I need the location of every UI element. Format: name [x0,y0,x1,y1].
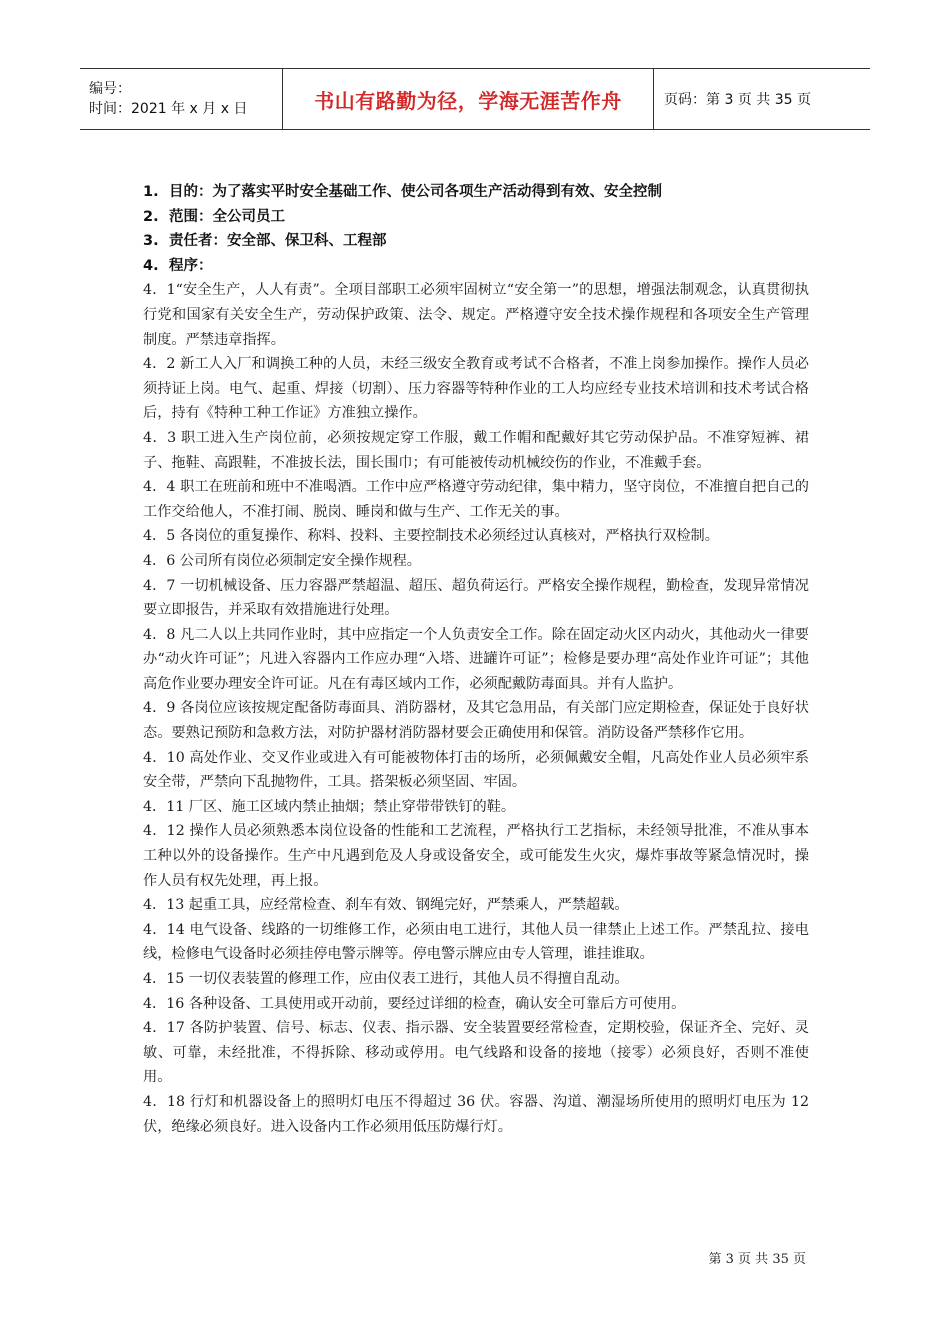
rule-paragraph: 4．3 职工进入生产岗位前，必须按规定穿工作服，戴工作帽和配戴好其它劳动保护品。不准穿短裤、裙子、拖鞋、高跟鞋，不准披长法，围长围巾；有可能被传动机械绞伤的作业，不准戴手套。 [143,429,809,471]
section-heading: 2. 范围：全公司员工 [143,208,285,225]
rule-paragraph: 4．17 各防护装置、信号、标志、仪表、指示器、安全装置要经常检查，定期校验，保证齐全、完好、灵敏、可靠，未经批准，不得拆除、移动或停用。电气线路和设备的接地（接零）必须良好，否则不准使用。 [143,1020,809,1086]
document-body [143,180,809,1139]
header-page-label: 页码：第 3 页 共 35 页 [664,92,811,108]
header-meta [80,69,282,129]
rule-paragraph: 4．13 起重工具，应经常检查、刹车有效、钢绳完好，严禁乘人，严禁超载。 [143,897,629,914]
section-heading: 3. 责任者：安全部、保卫科、工程部 [143,233,387,250]
header-motto: 书山有路勤为径，学海无涯苦作舟 [282,69,654,129]
rule-paragraph: 4．6 公司所有岗位必须制定安全操作规程。 [143,552,421,569]
rule-paragraph: 4．12 操作人员必须熟悉本岗位设备的性能和工艺流程，严格执行工艺指标，未经领导批准，不准从事本工种以外的设备操作。生产中凡遇到危及人身或设备安全，或可能发生火灾，爆炸事故等紧急情况时，操作人员有权先处理，再上报。 [143,823,809,889]
number-label: 编号： [89,81,131,97]
rule-paragraph: 4．1“安全生产，人人有责”。全项目部职工必须牢固树立“安全第一”的思想，增强法制观念，认真贯彻执行党和国家有关安全生产，劳动保护政策、法令、规定。严格遵守安全技术操作规程和各项安全生产管理制度。严禁违章指挥。 [143,282,809,348]
time-label: 时间：2021 年 x 月 x 日 [89,101,248,117]
rule-paragraph: 4．7 一切机械设备、压力容器严禁超温、超压、超负荷运行。严格安全操作规程，勤检查，发现异常情况要立即报告，并采取有效措施进行处理。 [143,577,809,619]
rule-paragraph: 4．16 各种设备、工具使用或开动前，要经过详细的检查，确认安全可靠后方可使用。 [143,995,686,1012]
rule-paragraph: 4．5 各岗位的重复操作、称料、投料、主要控制技术必须经过认真核对，严格执行双检制。 [143,528,719,545]
section-heading: 1. 目的：为了落实平时安全基础工作、使公司各项生产活动得到有效、安全控制 [143,184,662,200]
rule-paragraph: 4．4 职工在班前和班中不准喝酒。工作中应严格遵守劳动纪律，集中精力，坚守岗位，不准擅自把自己的工作交给他人，不准打闹、脱岗、睡岗和做与生产、工作无关的事。 [143,479,809,520]
rule-paragraph: 4．18 行灯和机器设备上的照明灯电压不得超过 36 伏。容器、沟道、潮湿场所使用的照明灯电压为 12 伏，绝缘必须良好。进入设备内工作必须用低压防爆行灯。 [143,1093,809,1135]
rule-paragraph: 4．2 新工人入厂和调换工种的人员，未经三级安全教育或考试不合格者，不准上岗参加操作。操作人员必须持证上岗。电气、起重、焊接（切割）、压力容器等特种作业的工人均应经专业技术培训和技术考试合格后，持有《特种工种工作证》方准独立操作。 [143,356,809,422]
section-heading: 4. 程序： [143,257,213,274]
rule-paragraph: 4．11 厂区、施工区域内禁止抽烟；禁止穿带带铁钉的鞋。 [143,798,516,815]
rule-paragraph: 4．15 一切仪表装置的修理工作，应由仪表工进行，其他人员不得擅自乱动。 [143,971,629,987]
page-header [80,68,870,130]
rule-paragraph: 4．10 高处作业、交叉作业或进入有可能被物体打击的场所，必须佩戴安全帽，凡高处作业人员必须牢系安全带，严禁向下乱抛物件，工具。搭架板必须坚固、牢固。 [143,749,809,791]
rule-paragraph: 4．9 各岗位应该按规定配备防毒面具、消防器材，及其它急用品，有关部门应定期检查，保证处于良好状态。要熟记预防和急救方法，对防护器材消防器材要会正确使用和保管。消防设备严禁移作它用。 [143,700,809,742]
page-footer: 第 3 页 共 35 页 [708,1252,806,1267]
rule-paragraph: 4．14 电气设备、线路的一切维修工作，必须由电工进行，其他人员一律禁止上述工作。严禁乱拉、接电线，检修电气设备时必须挂停电警示牌等。停电警示牌应由专人管理，谁挂谁取。 [143,921,809,963]
rule-paragraph: 4．8 凡二人以上共同作业时，其中应指定一个人负责安全工作。除在固定动火区内动火，其他动火一律要办“动火许可证”；凡进入容器内工作应办理“入塔、进罐许可证”；检修是要办理“高处作业许可证”；其他高危作业要办理安全许可证。凡在有毒区域内工作，必须配戴防毒面具。并有人监护。 [143,626,809,692]
